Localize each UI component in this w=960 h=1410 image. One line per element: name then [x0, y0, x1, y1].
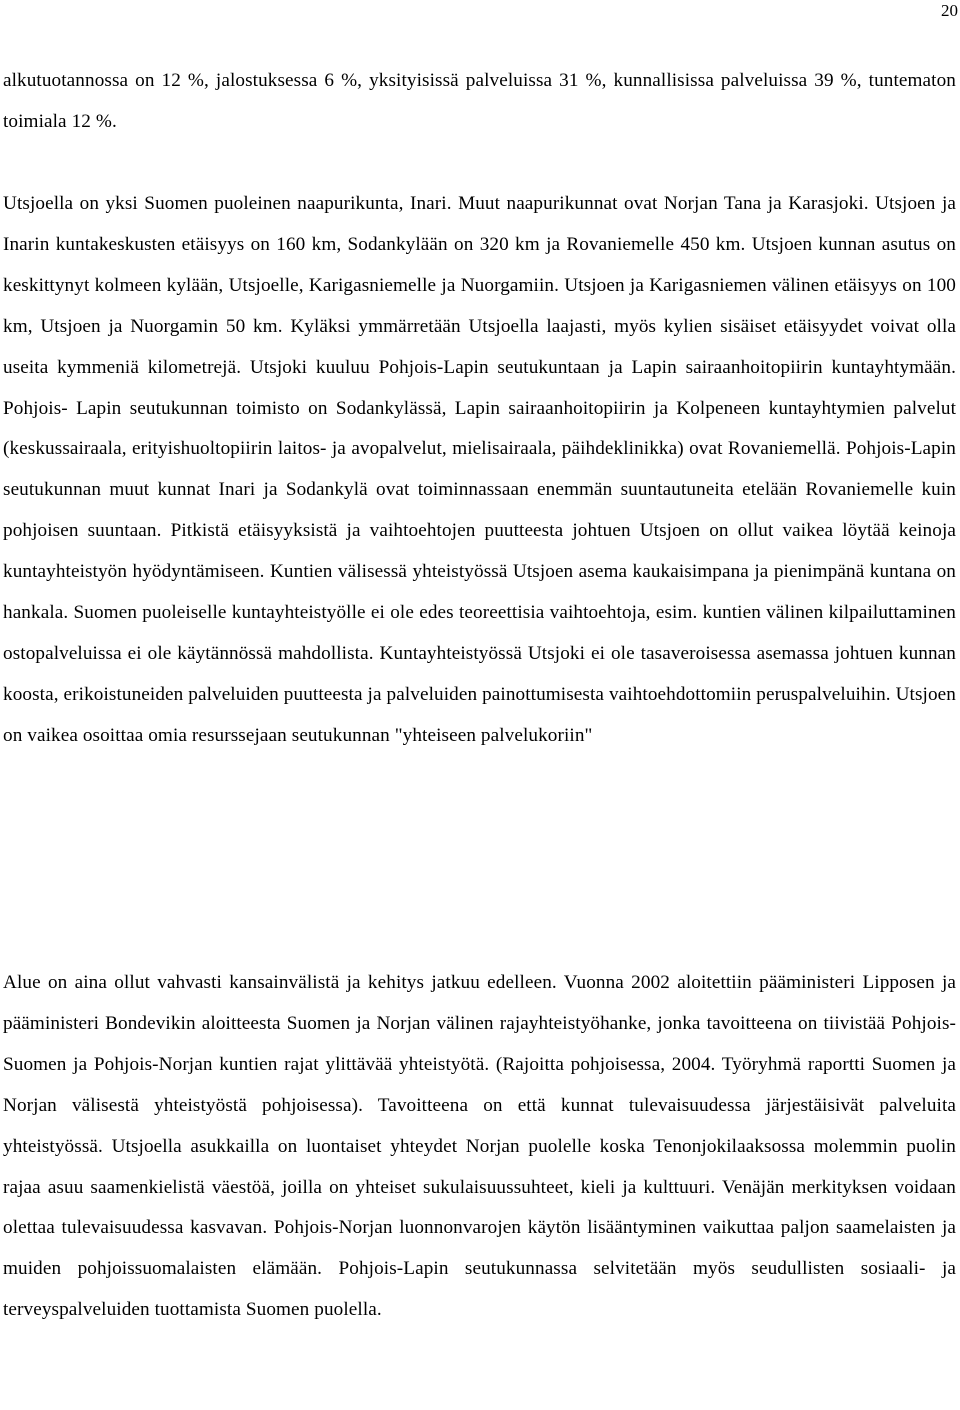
paragraph-international-cooperation: Alue on aina ollut vahvasti kansainvälistä ja kehitys jatkuu edelleen. Vuonna 2002 aloitettiin pääministeri Lipposen ja pääministeri Bondevikin aloitteesta Suomen ja Norjan välinen rajayhteistyöhanke, jonka tavoitteena on tiivistää Pohjois-Suomen ja Pohjois-Norjan kuntien rajat ylittävää yhteistyötä. (Rajoitta pohjoisessa, 2004. Työryhmä raportti Suomen ja Norjan välisestä yhteistyöstä pohjoisessa). Tavoitteena on että kunnat tulevaisuudessa järjestäisivät palveluita yhteistyössä. Utsjoella asukkailla on luontaiset yhteydet Norjan puolelle koska Tenonjokilaaksossa molemmin puolin rajaa asuu saamenkielistä väestöä, joilla on yhteiset sukulaisuussuhteet, kieli ja kulttuuri. Venäjän merkityksen voidaan olettaa tulevaisuudessa kasvavan. Pohjois-Norjan luonnonvarojen käytön lisääntyminen vaikuttaa paljon saamelaisten ja muiden pohjoissuomalaisten elämään. Pohjois-Lapin seutukunnassa selvitetään myös seudullisten sosiaali- ja terveyspalveluiden tuottamista Suomen puolella. [3, 972, 956, 1321]
paragraph-industry-shares: alkutuotannossa on 12 %, jalostuksessa 6 %, yksityisissä palveluissa 31 %, kunnallisissa palveluissa 39 %, tuntematon toimiala 12 %. [3, 70, 956, 132]
paragraph-neighbouring-municipalities: Utsjoella on yksi Suomen puoleinen naapurikunta, Inari. Muut naapurikunnat ovat Norjan Tana ja Karasjoki. Utsjoen ja Inarin kuntakeskusten etäisyys on 160 km, Sodankylään on 320 km ja Rovaniemelle 450 km. Utsjoen kunnan asutus on keskittynyt kolmeen kylään, Utsjoelle, Karigasniemelle ja Nuorgamiin. Utsjoen ja Karigasniemen välinen etäisyys on 100 km, Utsjoen ja Nuorgamin 50 km. Kyläksi ymmärretään Utsjoella laajasti, myös kylien sisäiset etäisyydet voivat olla useita kymmeniä kilometrejä. Utsjoki kuuluu Pohjois-Lapin seutukuntaan ja Lapin sairaanhoitopiirin kuntayhtymään. Pohjois- Lapin seutukunnan toimisto on Sodankylässä, Lapin sairaanhoitopiirin ja Kolpeneen kuntayhtymien palvelut (keskussairaala, erityishuoltopiirin laitos- ja avopalvelut, mielisairaala, päihdeklinikka) ovat Rovaniemellä. Pohjois-Lapin seutukunnan muut kunnat Inari ja Sodankylä ovat toiminnassaan enemmän suuntautuneita etelään Rovaniemelle kuin pohjoisen suuntaan. Pitkistä etäisyyksistä ja vaihtoehtojen puutteesta johtuen Utsjoen on ollut vaikea löytää keinoja kuntayhteistyön hyödyntämiseen. Kuntien välisessä yhteistyössä Utsjoen asema kaukaisimpana ja pienimpänä kuntana on hankala. Suomen puoleiselle kuntayhteistyölle ei ole edes teoreettisia vaihtoehtoja, esim. kuntien välinen kilpailuttaminen ostopalveluissa ei ole käytännössä mahdollista. Kuntayhteistyössä Utsjoki ei ole tasaveroisessa asemassa johtuen kunnan koosta, erikoistuneiden palveluiden puutteesta ja palveluiden painottumisesta vaihtoehdottomiin peruspalveluihin. Utsjoen on vaikea osoittaa omia resurssejaan seutukunnan "yhteiseen palvelukoriin" [3, 193, 956, 746]
page-number: 20 [941, 1, 958, 20]
